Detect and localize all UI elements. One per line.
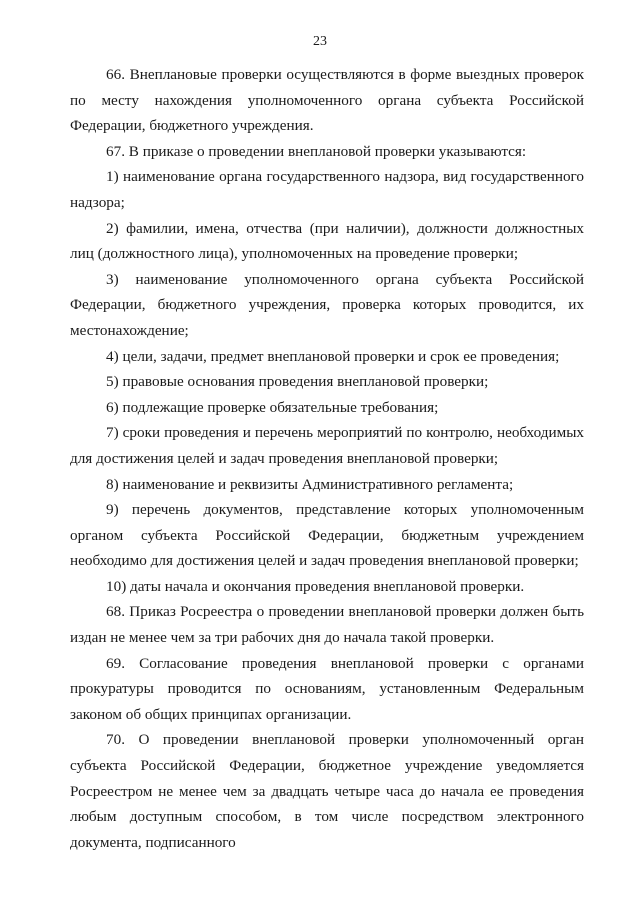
list-item-9: 9) перечень документов, представление которых уполномоченным органом субъекта Российской Федерации, бюджетным учреждением необходимо для достижения целей и задач проведения внеплановой проверки; xyxy=(70,501,584,570)
paragraph-66: 66. Внеплановые проверки осуществляются в форме выездных проверок по месту нахождения уполномоченного органа субъекта Российской Федерации, бюджетного учреждения. xyxy=(70,66,584,135)
paragraph-69: 69. Согласование проведения внеплановой проверки с органами прокуратуры проводится по основаниям, установленным Федеральным законом об общих принципах организации. xyxy=(70,654,584,723)
list-item-4: 4) цели, задачи, предмет внеплановой проверки и срок ее проведения; xyxy=(106,347,560,365)
list-item-1: 1) наименование органа государственного надзора, вид государственного надзора; xyxy=(70,168,584,211)
list-item-2: 2) фамилии, имена, отчества (при наличии), должности должностных лиц (должностного лица), уполномоченных на проведение проверки; xyxy=(70,219,584,263)
paragraph-67: 67. В приказе о проведении внеплановой проверки указываются: xyxy=(106,142,527,160)
list-item-3: 3) наименование уполномоченного органа субъекта Российской Федерации, бюджетного учреждения, проверка которых проводится, их местонахождение; xyxy=(70,270,584,339)
list-item-7: 7) сроки проведения и перечень мероприятий по контролю, необходимых для достижения целей и задач проведения внеплановой проверки; xyxy=(70,424,584,467)
page-number: 23 xyxy=(313,34,327,49)
list-item-6: 6) подлежащие проверке обязательные требования; xyxy=(106,398,439,416)
paragraph-70: 70. О проведении внеплановой проверки уполномоченный орган субъекта Российской Федерации, бюджетное учреждение уведомляется Росреестром не менее чем за двадцать четыре часа до начала ее проведения любым доступным способом, в том числе посредством электронного документа, подписанного xyxy=(70,731,584,851)
list-item-5: 5) правовые основания проведения внеплановой проверки; xyxy=(106,373,489,391)
list-item-8: 8) наименование и реквизиты Административного регламента; xyxy=(106,475,514,493)
document-body xyxy=(70,62,584,855)
list-item-10: 10) даты начала и окончания проведения внеплановой проверки. xyxy=(106,577,525,595)
paragraph-68: 68. Приказ Росреестра о проведении внеплановой проверки должен быть издан не менее чем за три рабочих дня до начала такой проверки. xyxy=(70,603,584,647)
